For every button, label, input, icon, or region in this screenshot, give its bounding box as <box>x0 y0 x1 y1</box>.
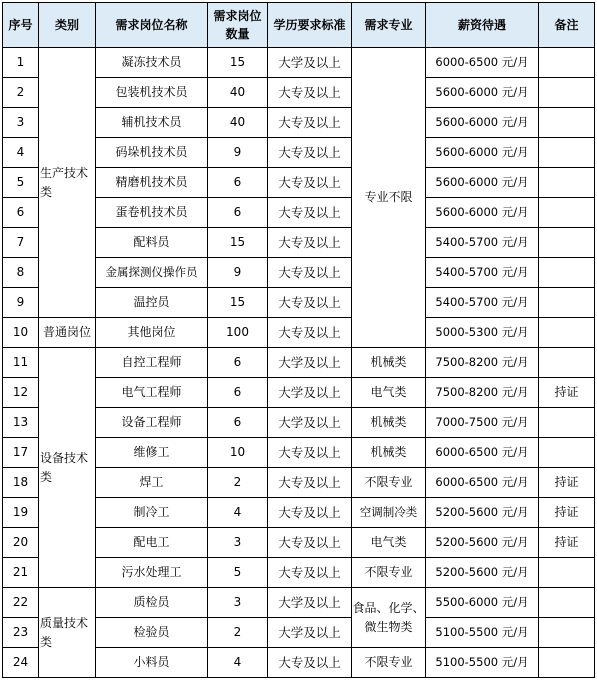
cell-education: 大学及以上 <box>268 48 352 78</box>
cell-no: 2 <box>3 78 39 108</box>
cell-salary: 7500-8200 元/月 <box>426 378 539 408</box>
cell-education: 大专及以上 <box>268 498 352 528</box>
cell-education: 大专及以上 <box>268 318 352 348</box>
cell-count: 3 <box>208 528 268 558</box>
cell-salary: 5600-6000 元/月 <box>426 78 539 108</box>
cell-no: 7 <box>3 228 39 258</box>
cell-education: 大专及以上 <box>268 198 352 228</box>
cell-remark <box>539 258 595 288</box>
cell-count: 9 <box>208 258 268 288</box>
cell-major: 机械类 <box>352 348 426 378</box>
header-count-label: 需求岗位数量 <box>213 9 262 41</box>
cell-major: 电气类 <box>352 528 426 558</box>
table-row <box>3 348 595 378</box>
cell-position: 检验员 <box>96 618 208 648</box>
cell-remark <box>539 648 595 678</box>
cell-no: 19 <box>3 498 39 528</box>
cell-count: 40 <box>208 78 268 108</box>
cell-position: 焊工 <box>96 468 208 498</box>
cell-education: 大专及以上 <box>268 438 352 468</box>
cell-salary: 5600-6000 元/月 <box>426 168 539 198</box>
cell-no: 10 <box>3 318 39 348</box>
cell-education: 大专及以上 <box>268 288 352 318</box>
cell-no: 22 <box>3 588 39 618</box>
cell-no: 1 <box>3 48 39 78</box>
header-position: 需求岗位名称 <box>96 3 208 48</box>
cell-remark <box>539 408 595 438</box>
cell-position: 自控工程师 <box>96 348 208 378</box>
cell-education: 大专及以上 <box>268 558 352 588</box>
cell-no: 17 <box>3 438 39 468</box>
cell-no: 4 <box>3 138 39 168</box>
cell-major: 机械类 <box>352 408 426 438</box>
cell-count: 6 <box>208 378 268 408</box>
cell-no: 5 <box>3 168 39 198</box>
header-education: 学历要求标准 <box>268 3 352 48</box>
cell-no: 13 <box>3 408 39 438</box>
cell-major: 不限专业 <box>352 558 426 588</box>
cell-count: 15 <box>208 288 268 318</box>
cell-remark <box>539 198 595 228</box>
cell-salary: 6000-6500 元/月 <box>426 48 539 78</box>
cell-count: 9 <box>208 138 268 168</box>
header-count <box>208 3 268 48</box>
cell-major: 不限专业 <box>352 648 426 678</box>
cell-salary: 5200-5600 元/月 <box>426 498 539 528</box>
cell-no: 20 <box>3 528 39 558</box>
cell-position: 凝冻技术员 <box>96 48 208 78</box>
cell-count: 6 <box>208 348 268 378</box>
cell-remark <box>539 138 595 168</box>
cell-position: 配料员 <box>96 228 208 258</box>
cell-count: 15 <box>208 228 268 258</box>
cell-salary: 5600-6000 元/月 <box>426 108 539 138</box>
cell-salary: 5000-5300 元/月 <box>426 318 539 348</box>
cell-position: 精磨机技术员 <box>96 168 208 198</box>
cell-no: 24 <box>3 648 39 678</box>
cell-no: 12 <box>3 378 39 408</box>
cell-education: 大专及以上 <box>268 108 352 138</box>
cell-position: 包装机技术员 <box>96 78 208 108</box>
cell-position: 质检员 <box>96 588 208 618</box>
cell-remark <box>539 108 595 138</box>
table-row <box>3 318 595 348</box>
cell-major: 空调制冷类 <box>352 498 426 528</box>
cell-salary: 5400-5700 元/月 <box>426 228 539 258</box>
cell-salary: 5400-5700 元/月 <box>426 258 539 288</box>
cell-salary: 5100-5500 元/月 <box>426 648 539 678</box>
header-no: 序号 <box>3 3 39 48</box>
cell-remark <box>539 438 595 468</box>
cell-count: 6 <box>208 198 268 228</box>
cell-position: 设备工程师 <box>96 408 208 438</box>
cell-count: 100 <box>208 318 268 348</box>
cell-position: 配电工 <box>96 528 208 558</box>
cell-position: 其他岗位 <box>96 318 208 348</box>
header-salary: 薪资待遇 <box>426 3 539 48</box>
cell-education: 大专及以上 <box>268 138 352 168</box>
cell-salary: 6000-6500 元/月 <box>426 468 539 498</box>
cell-remark: 持证 <box>539 528 595 558</box>
cell-salary: 5400-5700 元/月 <box>426 288 539 318</box>
cell-salary: 7000-7500 元/月 <box>426 408 539 438</box>
header-category: 类别 <box>39 3 96 48</box>
cell-remark <box>539 168 595 198</box>
table-row <box>3 48 595 78</box>
cell-education: 大专及以上 <box>268 528 352 558</box>
cell-no: 21 <box>3 558 39 588</box>
major-production: 专业不限 <box>352 48 426 348</box>
cell-major: 不限专业 <box>352 468 426 498</box>
cell-no: 9 <box>3 288 39 318</box>
recruitment-table <box>2 2 595 678</box>
cell-position: 蛋卷机技术员 <box>96 198 208 228</box>
cell-no: 6 <box>3 198 39 228</box>
cell-remark: 持证 <box>539 468 595 498</box>
cell-position: 制冷工 <box>96 498 208 528</box>
cell-count: 40 <box>208 108 268 138</box>
table-row <box>3 588 595 618</box>
cell-remark: 持证 <box>539 378 595 408</box>
cell-education: 大学及以上 <box>268 348 352 378</box>
cell-count: 15 <box>208 48 268 78</box>
cell-remark <box>539 48 595 78</box>
category-general: 普通岗位 <box>39 318 96 348</box>
cell-no: 23 <box>3 618 39 648</box>
cell-education: 大学及以上 <box>268 618 352 648</box>
cell-remark: 持证 <box>539 498 595 528</box>
cell-position: 维修工 <box>96 438 208 468</box>
cell-remark <box>539 78 595 108</box>
cell-education: 大专及以上 <box>268 258 352 288</box>
cell-salary: 5600-6000 元/月 <box>426 138 539 168</box>
cell-count: 3 <box>208 588 268 618</box>
category-production: 生产技术类 <box>39 48 96 318</box>
cell-remark <box>539 348 595 378</box>
cell-salary: 5600-6000 元/月 <box>426 198 539 228</box>
cell-no: 3 <box>3 108 39 138</box>
cell-count: 4 <box>208 498 268 528</box>
header-major: 需求专业 <box>352 3 426 48</box>
cell-no: 18 <box>3 468 39 498</box>
cell-count: 10 <box>208 438 268 468</box>
cell-education: 大学及以上 <box>268 408 352 438</box>
major-quality: 食品、化学、微生物类 <box>352 588 426 648</box>
cell-position: 温控员 <box>96 288 208 318</box>
cell-remark <box>539 228 595 258</box>
cell-education: 大学及以上 <box>268 378 352 408</box>
cell-count: 6 <box>208 168 268 198</box>
cell-salary: 6000-6500 元/月 <box>426 438 539 468</box>
cell-count: 5 <box>208 558 268 588</box>
cell-remark <box>539 588 595 618</box>
cell-salary: 5100-5500 元/月 <box>426 618 539 648</box>
cell-remark <box>539 618 595 648</box>
cell-count: 2 <box>208 468 268 498</box>
cell-position: 金属探测仪操作员 <box>96 258 208 288</box>
cell-position: 码垛机技术员 <box>96 138 208 168</box>
cell-no: 8 <box>3 258 39 288</box>
cell-salary: 7500-8200 元/月 <box>426 348 539 378</box>
header-remark: 备注 <box>539 3 595 48</box>
cell-education: 大专及以上 <box>268 648 352 678</box>
cell-count: 2 <box>208 618 268 648</box>
cell-count: 4 <box>208 648 268 678</box>
cell-salary: 5200-5600 元/月 <box>426 528 539 558</box>
cell-position: 电气工程师 <box>96 378 208 408</box>
cell-no: 11 <box>3 348 39 378</box>
header-row <box>3 3 595 48</box>
cell-remark <box>539 318 595 348</box>
cell-count: 6 <box>208 408 268 438</box>
cell-education: 大专及以上 <box>268 168 352 198</box>
cell-remark <box>539 288 595 318</box>
cell-salary: 5200-5600 元/月 <box>426 558 539 588</box>
cell-remark <box>539 558 595 588</box>
category-quality: 质量技术类 <box>39 588 96 678</box>
cell-major: 电气类 <box>352 378 426 408</box>
category-equipment: 设备技术类 <box>39 348 96 588</box>
cell-position: 小料员 <box>96 648 208 678</box>
cell-education: 大学及以上 <box>268 588 352 618</box>
cell-position: 辅机技术员 <box>96 108 208 138</box>
cell-education: 大专及以上 <box>268 78 352 108</box>
cell-salary: 5500-6000 元/月 <box>426 588 539 618</box>
cell-education: 大专及以上 <box>268 228 352 258</box>
cell-position: 污水处理工 <box>96 558 208 588</box>
cell-education: 大专及以上 <box>268 468 352 498</box>
cell-major: 机械类 <box>352 438 426 468</box>
